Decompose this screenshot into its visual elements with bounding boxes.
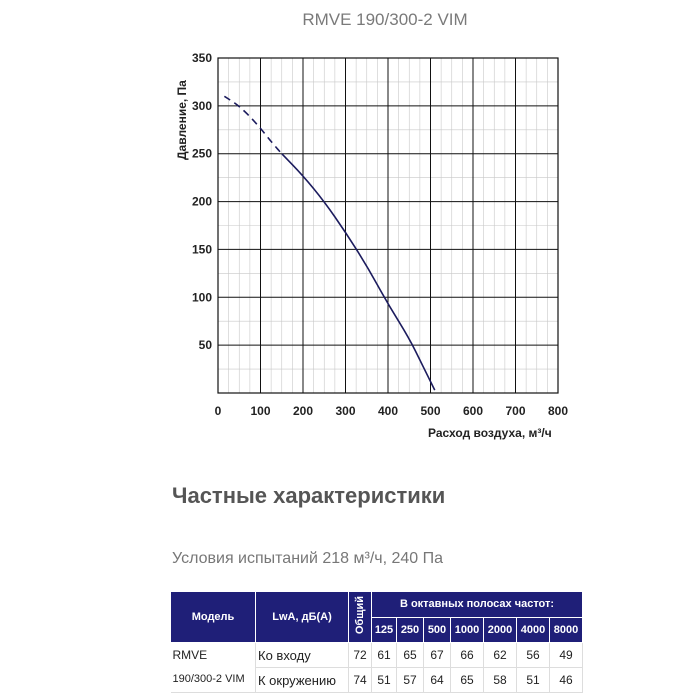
x-tick-label: 100 xyxy=(250,404,271,418)
row-kind: К окружению xyxy=(256,668,349,693)
band-value: 46 xyxy=(550,668,583,693)
y-tick-label: 100 xyxy=(191,290,212,305)
freq-header: 1000 xyxy=(451,617,484,643)
y-tick-label: 150 xyxy=(191,242,212,257)
band-value: 64 xyxy=(424,668,451,693)
x-tick-label: 200 xyxy=(292,404,314,418)
y-tick-label: 350 xyxy=(191,51,212,65)
y-tick-label: 200 xyxy=(191,194,212,209)
header-model: Модель xyxy=(171,592,256,643)
x-tick-label: 500 xyxy=(420,404,441,418)
freq-header: 8000 xyxy=(550,617,583,643)
test-conditions: Условия испытаний 218 м³/ч, 240 Па xyxy=(172,550,444,567)
model-line2: 190/300-2 VIM xyxy=(172,673,245,685)
curve-solid-segment xyxy=(282,154,435,390)
x-tick-label: 800 xyxy=(547,404,569,418)
row-total: 74 xyxy=(349,668,372,693)
model-line1: RMVE xyxy=(172,648,208,662)
header-lwa: LwA, дБ(А) xyxy=(256,592,349,643)
y-tick-label: 300 xyxy=(191,98,212,113)
curve-dashed-segment xyxy=(224,96,281,153)
band-value: 49 xyxy=(550,643,583,668)
x-axis-label: Расход воздуха, м³/ч xyxy=(428,426,552,440)
freq-header: 250 xyxy=(397,617,424,643)
band-value: 67 xyxy=(424,643,451,668)
band-value: 62 xyxy=(484,643,517,668)
band-value: 61 xyxy=(372,643,397,668)
section-title: Частные характеристики xyxy=(172,483,446,508)
band-value: 66 xyxy=(451,643,484,668)
header-total: Общий xyxy=(349,592,372,643)
freq-header: 4000 xyxy=(517,617,550,643)
band-value: 65 xyxy=(397,643,424,668)
x-tick-label: 0 xyxy=(214,404,222,418)
y-tick-label: 250 xyxy=(191,146,212,161)
freq-header: 500 xyxy=(424,617,451,643)
row-total: 72 xyxy=(349,643,372,668)
model-cell xyxy=(171,643,256,693)
band-value: 56 xyxy=(517,643,550,668)
freq-header: 2000 xyxy=(484,617,517,643)
chart-title: RMVE 190/300-2 VIM xyxy=(302,10,468,29)
band-value: 58 xyxy=(484,668,517,693)
band-value: 65 xyxy=(451,668,484,693)
band-value: 51 xyxy=(372,668,397,693)
x-tick-label: 600 xyxy=(462,404,484,418)
x-tick-label: 700 xyxy=(505,404,526,418)
y-axis-label: Давление, Па xyxy=(175,80,189,160)
band-value: 57 xyxy=(397,668,424,693)
table-row xyxy=(171,643,583,668)
band-value: 51 xyxy=(517,668,550,693)
y-tick-label: 50 xyxy=(198,338,212,353)
x-tick-label: 300 xyxy=(335,404,356,418)
noise-table xyxy=(170,591,583,693)
row-kind: Ко входу xyxy=(256,643,349,668)
header-octave: В октавных полосах частот: xyxy=(372,592,583,618)
freq-header: 125 xyxy=(372,617,397,643)
x-tick-label: 400 xyxy=(377,404,399,418)
